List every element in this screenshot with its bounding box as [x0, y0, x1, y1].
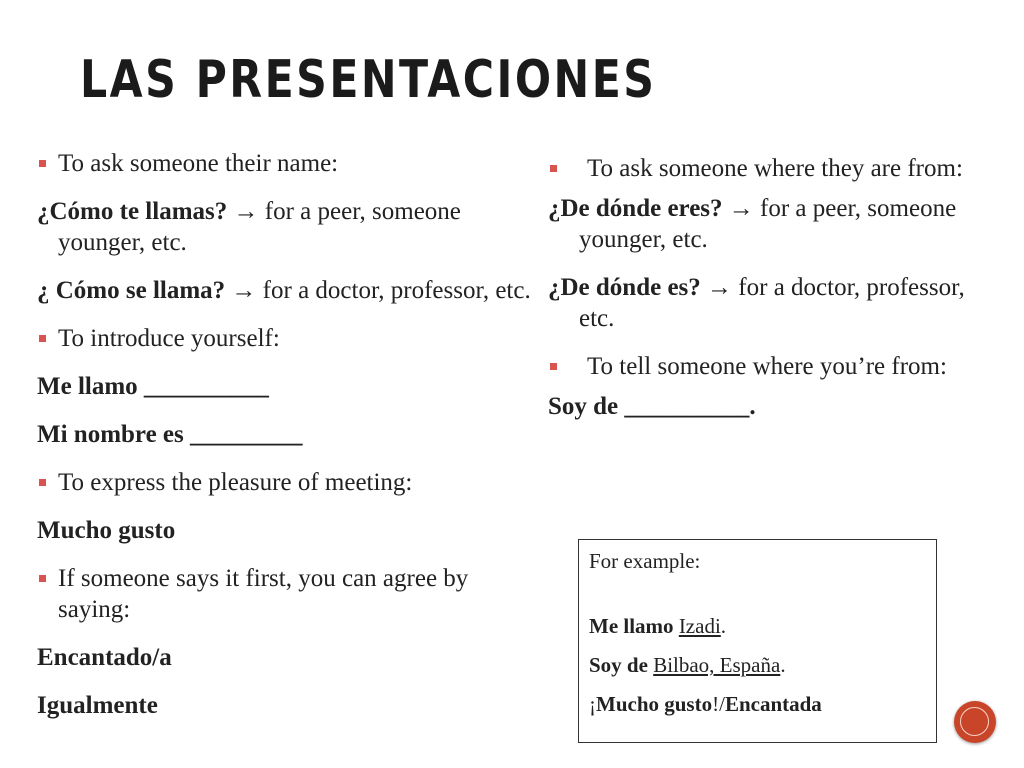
- phrase-bold: Mucho gusto: [37, 517, 176, 544]
- phrase-mucho-gusto: [37, 515, 532, 546]
- square-bullet-icon: [39, 479, 46, 486]
- phrase-de-donde-es: [548, 272, 968, 334]
- bullet-introduce: [37, 323, 532, 354]
- example-bold: Mucho gusto: [596, 692, 713, 716]
- right-arrow-icon: →: [231, 277, 257, 304]
- phrase-como-se-llama: [37, 275, 532, 306]
- slide-badge-icon: [954, 701, 996, 743]
- bullet-text: If someone says it first, you can agree by saying:: [58, 565, 469, 623]
- bullet-text: To ask someone where they are from:: [587, 155, 963, 182]
- square-bullet-icon: [39, 575, 46, 582]
- phrase-note: for a peer, someone younger, etc.: [579, 195, 957, 253]
- example-punct: ¡: [589, 692, 596, 716]
- phrase-note: for a doctor, professor, etc.: [256, 277, 531, 304]
- example-line-greeting: [589, 691, 936, 717]
- example-punct: !/: [712, 692, 725, 716]
- bullet-text: To ask someone their name:: [58, 150, 339, 177]
- example-heading: For example:: [589, 549, 701, 573]
- example-punct: .: [780, 653, 786, 677]
- example-line-name: [589, 613, 936, 639]
- square-bullet-icon: [550, 363, 557, 370]
- phrase-soy-de: [548, 391, 968, 422]
- slide-title: LAS PRESENTACIONES: [80, 50, 657, 110]
- square-bullet-icon: [39, 160, 46, 167]
- right-column: [548, 153, 968, 439]
- phrase-igualmente: [37, 690, 532, 721]
- phrase-note: for a peer, someone younger, etc.: [58, 198, 461, 256]
- example-bold: Soy de: [589, 653, 648, 677]
- phrase-bold: Soy de __________.: [548, 393, 756, 420]
- example-box: [578, 539, 937, 743]
- bullet-text: To express the pleasure of meeting:: [58, 469, 413, 496]
- phrase-mi-nombre: [37, 419, 532, 450]
- example-name: Izadi: [678, 614, 721, 638]
- phrase-bold: ¿De dónde eres?: [548, 195, 723, 222]
- example-bold: Encantada: [724, 692, 822, 716]
- phrase-bold: Encantado/a: [37, 644, 172, 671]
- right-arrow-icon: →: [728, 195, 754, 222]
- square-bullet-icon: [39, 335, 46, 342]
- phrase-de-donde-eres: [548, 193, 968, 255]
- phrase-encantado: [37, 642, 532, 673]
- example-punct: .: [720, 614, 727, 638]
- example-bold: Me llamo: [589, 614, 674, 638]
- bullet-pleasure: [37, 467, 532, 498]
- phrase-bold: Me llamo __________: [37, 373, 269, 400]
- example-line-origin: [589, 652, 936, 678]
- phrase-bold: ¿De dónde es?: [548, 274, 701, 301]
- phrase-bold: Mi nombre es _________: [37, 421, 303, 448]
- square-bullet-icon: [550, 165, 557, 172]
- bullet-ask-origin: [548, 153, 968, 184]
- bullet-ask-name: [37, 148, 532, 179]
- phrase-bold: ¿ Cómo se llama?: [37, 277, 226, 304]
- bullet-text: To tell someone where you’re from:: [587, 353, 947, 380]
- phrase-me-llamo: [37, 371, 532, 402]
- bullet-text: To introduce yourself:: [58, 325, 280, 352]
- phrase-como-te-llamas: [37, 196, 532, 258]
- left-column: [37, 148, 532, 738]
- bullet-agree: [37, 563, 532, 625]
- example-spacer: [589, 587, 936, 613]
- example-place: Bilbao, España: [653, 653, 781, 677]
- right-arrow-icon: →: [707, 274, 733, 301]
- right-arrow-icon: →: [233, 198, 259, 225]
- bullet-tell-origin: [548, 351, 968, 382]
- phrase-bold: ¿Cómo te llamas?: [37, 198, 228, 225]
- phrase-bold: Igualmente: [37, 692, 158, 719]
- phrase-note: for a doctor, professor, etc.: [579, 274, 965, 332]
